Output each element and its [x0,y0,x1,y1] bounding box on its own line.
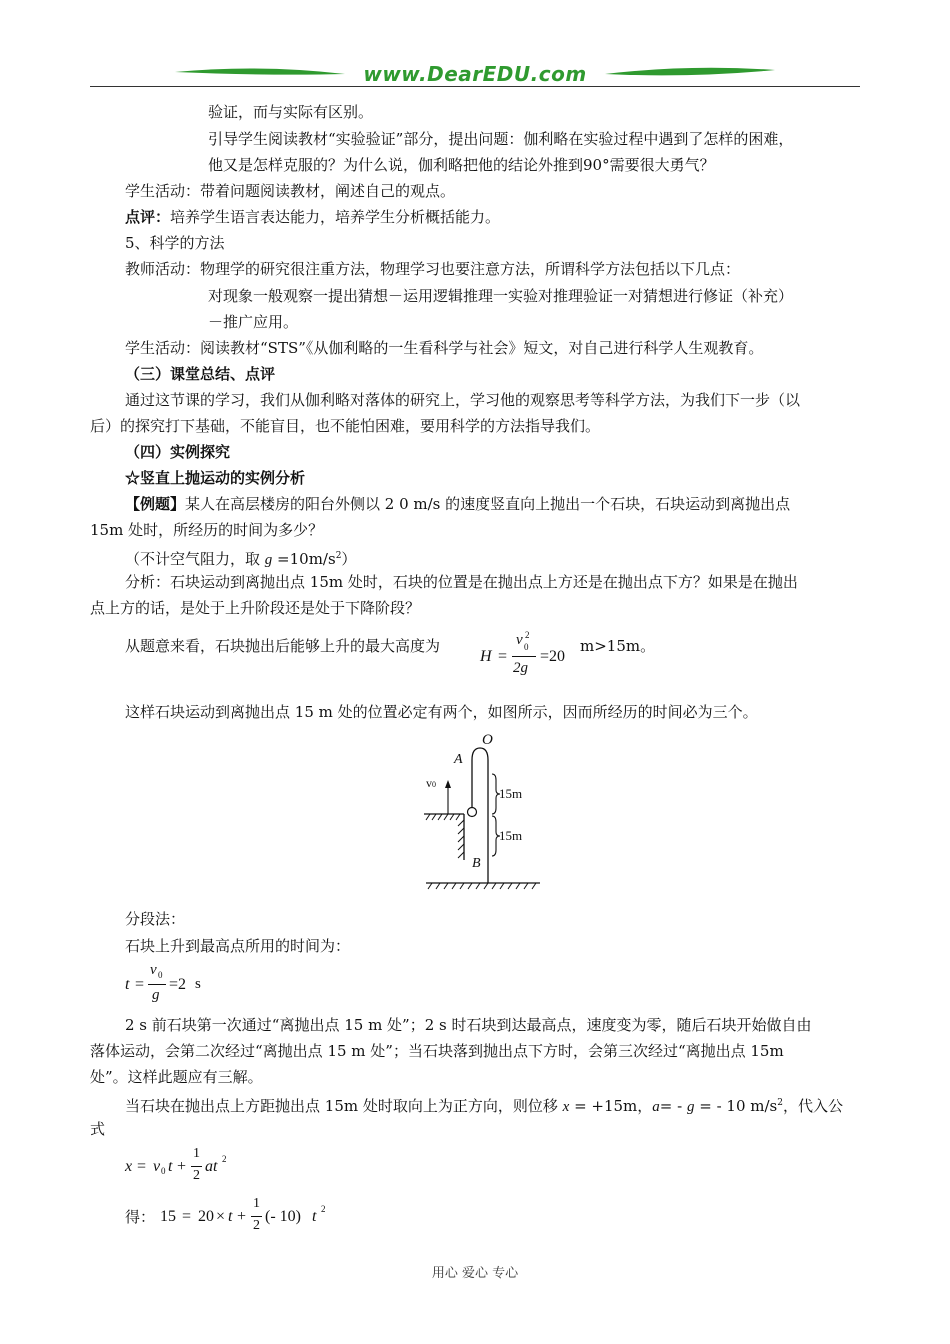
text-line-5 [125,208,500,226]
text-line-3: 他又是怎样克服的？为什么说，伽利略把他的结论外推到90°需要很大勇气？ [208,156,715,174]
formula-t-num-sub: 0 [158,970,163,980]
formula-H-num: v [516,632,523,648]
figure-label-O: O [482,732,493,748]
text-line-10: 学生活动：阅读教材“STS”《从伽利略的一生看科学与社会》短文，对自己进行科学人生观教育。 [125,339,764,357]
header-rule [90,86,860,87]
header-banner [170,62,780,88]
formula-sub-times: × [216,1208,226,1225]
formula-sub-eq: = [182,1208,192,1225]
condition-sup: 2 [335,551,342,561]
formula-sub-tail-t: t [312,1208,317,1225]
three-times-line-3: 处”。这样此题应有三解。 [90,1068,263,1086]
text-line-2: 引导学生阅读教材“实验验证”部分，提出问题：伽利略在实验过程中遇到了怎样的困难， [208,130,794,148]
segment-method-heading: 分段法： [125,910,186,928]
three-times-line-1: 2 s 前石块第一次通过“离抛出点 15 m 处”；2 s 时石块到达最高点，速度变为零，随后石块开始做自由 [125,1016,812,1034]
formula-H-num-sub: 0 [524,642,529,652]
text-line-13: 后）的探究打下基础，不能盲目，也不能怕困难，要用科学的方法指导我们。 [90,417,601,435]
formula-x-tail-sup: 2 [222,1154,227,1164]
formula-H-lhs: H [480,648,492,665]
formula-H-num-sup: 2 [525,630,530,640]
formula-x-v: v [153,1158,161,1175]
formula-H-eq: = [498,648,508,665]
formula-x-plus: + [177,1158,187,1175]
formula-t-den: g [152,987,160,1003]
example-heading: ☆竖直上抛运动的实例分析 [125,469,306,487]
formula-H-den: 2g [513,660,528,676]
sign-convention-line-2: 式 [90,1120,106,1138]
rise-time-text: 石块上升到最高点所用的时间为： [125,937,351,955]
analysis-line-1: 分析：石块运动到离抛出点 15m 处时，石块的位置是在抛出点上方还是在抛出点下方？如果是在抛出 [125,573,798,591]
site-logo-text: www.DearEDU.com [363,62,587,86]
example-text: 某人在高层楼房的阳台外侧以 2 0 m/s 的速度竖直向上抛出一个石块，石块运动到离抛出点 [185,495,791,513]
formula-x-bar [191,1166,202,1167]
formula-substitution [160,1196,340,1240]
formula-sub-num: 1 [253,1196,260,1211]
formula-sub-plus: + [237,1208,247,1225]
text-line-1: 验证，而与实际有区别。 [208,103,374,121]
condition-text-c: ） [341,550,357,568]
formula-sub-20: 20 [198,1208,214,1225]
two-positions-text: 这样石块运动到离抛出点 15 m 处的位置必定有两个，如图所示，因而所经历的时间必为三个。 [125,703,758,721]
figure-label-15m-bottom: 15m [499,828,523,843]
formula-H-rhs: =20 [540,648,566,665]
formula-t-eq: = [135,976,145,993]
formula-max-height [478,630,578,680]
text-line-12: 通过这节课的学习，我们从伽利略对落体的研究上，学习他的观察思考等科学方法，为我们下一步（以 [125,391,801,409]
condition-text-b: =10m/s [272,550,336,568]
text-line-7: 教师活动：物理学的研究很注重方法，物理学习也要注意方法，所谓科学方法包括以下几点： [125,260,741,278]
substitution-label: 得： [125,1208,156,1226]
page-footer: 用心 爱心 专心 [431,1266,519,1281]
example-condition [125,547,356,569]
section-heading-4: （四）实例探究 [125,443,231,461]
text-line-4: 学生活动：带着问题阅读教材，阐述自己的观点。 [125,182,456,200]
condition-g: g [264,552,273,568]
figure-label-15m-top: 15m [499,786,523,801]
formula-sub-tail-sup: 2 [321,1204,326,1214]
formula-x-v-sub: 0 [161,1166,166,1176]
formula-sub-lhs: 15 [160,1208,176,1225]
figure-label-B: B [472,856,481,871]
formula-H-bar [512,656,536,657]
section-heading-3: （三）课堂总结、点评 [125,365,276,383]
example-line-1 [125,495,790,513]
condition-text-a: （不计空气阻力，取 [125,550,265,568]
formula-displacement [125,1146,265,1190]
sign-convention-line: 当石块在抛出点上方距抛出点 15m 处时取向上为正方向，则位移 x = +15m，a= - g = - 10 $m/s^2$，代入公 [125,1097,843,1115]
formula-sub-den: 2 [253,1218,260,1233]
formula-sub-bar [251,1216,262,1217]
comment-label: 点评： [125,208,171,226]
formula-sub-t: t [228,1208,233,1225]
formula-x-tail: at [205,1158,218,1175]
formula-x-num: 1 [193,1146,200,1161]
motion-diagram [420,732,545,892]
text-line-9: －推广应用。 [208,313,299,331]
formula-t-rhs: =2 [169,976,187,993]
formula-t-bar [148,984,166,985]
example-label: 【例题】 [125,495,186,513]
formula-x-t: t [168,1158,173,1175]
motion-diagram-drawing [420,732,545,892]
max-height-text: 从题意来看，石块抛出后能够上升的最大高度为 [125,637,441,655]
formula-x-lhs: x [125,1158,133,1175]
formula-rise-time [125,962,225,1010]
analysis-line-2: 点上方的话，是处于上升阶段还是处于下降阶段？ [90,599,421,617]
formula-t-unit: s [195,976,201,992]
example-line-2: 15m 处时，所经历的时间为多少？ [90,521,324,539]
three-times-line-2: 落体运动，会第二次经过“离抛出点 15 m 处”；当石块落到抛出点下方时，会第三次经过“离抛出点 15m [90,1042,784,1060]
figure-label-v0: v0 [426,776,436,790]
comment-text: 培养学生语言表达能力，培养学生分析概括能力。 [170,208,501,226]
formula-t-num: v [150,962,157,978]
formula-sub-tail: (- 10) [265,1208,301,1225]
formula-t-lhs: t [125,976,130,993]
formula-x-eq: = [137,1158,147,1175]
text-line-8: 对现象一般观察一提出猜想－运用逻辑推理一实验对推理验证一对猜想进行修证（补充） [208,287,794,305]
section-heading-5: 5、科学的方法 [125,234,225,252]
formula-x-den: 2 [193,1168,200,1183]
figure-label-A: A [454,752,463,767]
max-height-result: m>15m。 [580,637,656,655]
